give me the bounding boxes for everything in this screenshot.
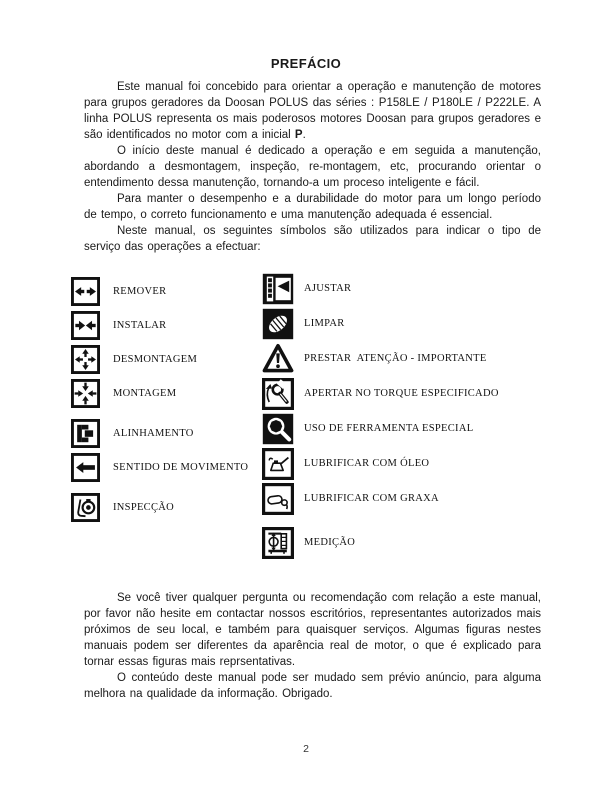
adjust-gauge-icon xyxy=(262,273,294,305)
symbol-label: AJUSTAR xyxy=(304,283,352,294)
symbol-row xyxy=(262,376,499,411)
alignment-blocks-icon xyxy=(71,419,100,448)
torque-wrench-icon xyxy=(262,378,294,410)
paragraph: Para manter o desempenho e a durabilidade do motor para um longo período de tempo, o correto funcionamento e uma manutenção adequada é essencial. xyxy=(84,193,541,221)
symbol-row xyxy=(262,341,499,376)
oil-can-icon xyxy=(262,448,294,480)
micrometer-icon xyxy=(262,527,294,559)
symbol-label: LIMPAR xyxy=(304,318,345,329)
symbol-row xyxy=(71,274,248,308)
intro-paragraphs xyxy=(84,79,541,255)
symbol-label: MONTAGEM xyxy=(113,387,177,399)
symbol-row xyxy=(262,306,499,341)
arrow-left-icon xyxy=(71,453,100,482)
arrows-outward-horizontal-icon xyxy=(71,277,100,306)
symbol-label: PRESTAR ATENÇÃO - IMPORTANTE xyxy=(304,353,487,364)
symbol-label: LUBRIFICAR COM ÓLEO xyxy=(304,458,430,469)
arrows-inward-cross-icon xyxy=(71,379,100,408)
symbol-label: USO DE FERRAMENTA ESPECIAL xyxy=(304,423,474,434)
paragraph: O início deste manual é dedicado a operação e em seguida a manutenção, abordando a desmontagem, inspeção, re-montagem, etc, procurando orientar o entendimento dessa manutenção, tornando-a um proceso inteligente e fácil. xyxy=(84,145,541,189)
symbol-row xyxy=(262,525,499,560)
paragraph: Se você tiver qualquer pergunta ou recomendação com relação a este manual, por favor não hesite em contactar nossos escritórios, representantes autorizados mais próximos de seu local, e também para quaisquer serviços. Algumas figuras nestes manuais podem ser diferentes da aparência real de motor, o que é explicado para tornar essas figuras mais reprsentativas. xyxy=(84,592,541,668)
arrows-inward-horizontal-icon xyxy=(71,311,100,340)
symbol-label: SENTIDO DE MOVIMENTO xyxy=(113,461,249,473)
grease-gun-icon xyxy=(262,483,294,515)
cleaning-hand-icon xyxy=(262,308,294,340)
symbol-label: APERTAR NO TORQUE ESPECIFICADO xyxy=(304,388,499,399)
symbol-row xyxy=(262,446,499,481)
symbol-label: LUBRIFICAR COM GRAXA xyxy=(304,493,439,504)
symbol-label: INSPECÇÃO xyxy=(113,501,175,513)
warning-triangle-icon xyxy=(262,343,294,375)
symbol-legend-right-column xyxy=(262,271,499,560)
symbol-row xyxy=(71,376,248,410)
symbol-row xyxy=(262,481,499,516)
symbol-row xyxy=(262,271,499,306)
symbol-label: REMOVER xyxy=(113,285,167,297)
inspection-gauge-icon xyxy=(71,493,100,522)
page-title: PREFÁCIO xyxy=(270,56,342,71)
closing-paragraphs xyxy=(84,590,541,702)
symbol-row xyxy=(71,490,248,524)
special-tool-magnifier-icon xyxy=(262,413,294,445)
symbol-row xyxy=(262,411,499,446)
paragraph: Este manual foi concebido para orientar a operação e manutenção de motores para grupos geradores da Doosan POLUS das séries : P158LE / P180LE / P222LE. A linha POLUS representa os mais poderosos motores Doosan para grupos geradores e são identificados no motor com a inicial P. xyxy=(84,81,541,141)
arrows-outward-cross-icon xyxy=(71,345,100,374)
paragraph: Neste manual, os seguintes símbolos são utilizados para indicar o tipo de serviço das operações a efectuar: xyxy=(84,225,541,253)
symbol-label: ALINHAMENTO xyxy=(113,427,194,439)
symbol-row xyxy=(71,450,248,484)
symbol-row xyxy=(71,308,248,342)
paragraph: O conteúdo deste manual pode ser mudado sem prévio anúncio, para alguma melhora na qualidade da informação. Obrigado. xyxy=(84,672,541,700)
symbol-label: DESMONTAGEM xyxy=(113,353,198,365)
symbol-label: MEDIÇÃO xyxy=(304,537,356,548)
symbol-row xyxy=(71,416,248,450)
page-number: 2 xyxy=(303,743,309,755)
symbol-row xyxy=(71,342,248,376)
symbol-label: INSTALAR xyxy=(113,319,167,331)
symbol-legend-left-column xyxy=(71,274,248,524)
